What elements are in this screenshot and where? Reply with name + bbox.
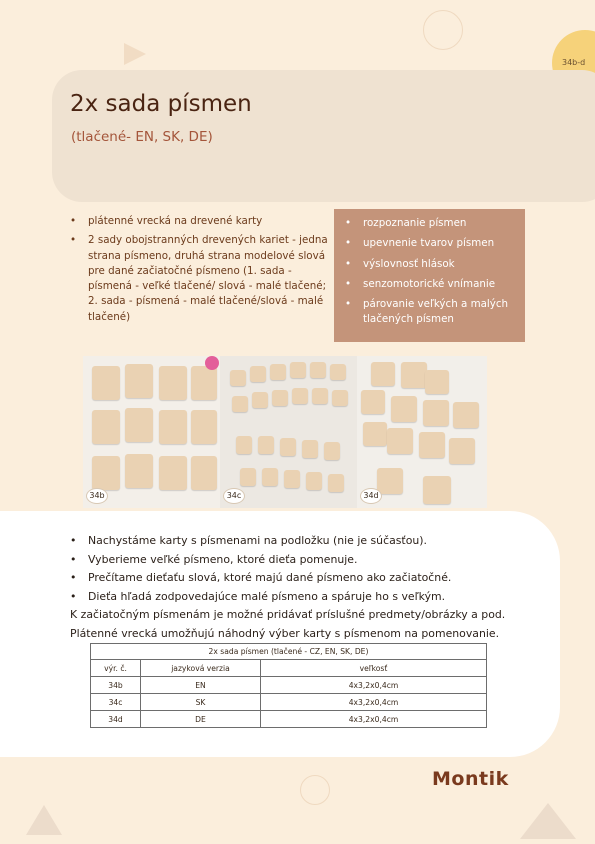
note-text: Plátenné vrecká umožňujú náhodný výber karty s písmenom na pomenovanie. — [70, 626, 500, 640]
skill-item: • výslovnosť hlások — [345, 257, 515, 272]
table-cell: 34d — [91, 711, 141, 728]
table-row — [91, 677, 487, 694]
table-cell: 4x3,2x0,4cm — [261, 694, 487, 711]
skill-item: • senzomotorické vnímanie — [345, 277, 515, 292]
table-header: veľkosť — [261, 660, 487, 677]
instruction-item: • Nachystáme karty s písmenami na podložku (nie je súčasťou). — [70, 532, 550, 551]
skill-item: • párovanie veľkých a malých tlačených písmen — [345, 297, 515, 328]
instruction-item: • Dieťa hľadá zodpovedajúce malé písmeno a spáruje ho s veľkým. — [70, 588, 550, 607]
feature-item: • 2 sady obojstranných drevených kariet - jedna strana písmeno, druhá strana modelové slová pre dané začiatočné písmeno (1. sada - písmená - veľké tlačené/ slová - malé tlačené; 2. sada - písmená - malé tlačené/slová - malé tlačené) — [70, 233, 330, 325]
instructions-section — [70, 532, 550, 643]
photo-label: 34c — [223, 488, 245, 504]
product-table — [90, 643, 487, 728]
table-cell: EN — [141, 677, 261, 694]
instruction-item: • Vyberieme veľké písmeno, ktoré dieťa pomenuje. — [70, 551, 550, 570]
decorative-triangle — [520, 803, 576, 839]
decorative-triangle — [26, 805, 62, 835]
page-title: 2x sada písmen — [70, 91, 252, 117]
table-cell: SK — [141, 694, 261, 711]
photo-label: 34b — [86, 488, 108, 504]
product-photo-34d — [357, 356, 487, 508]
feature-item: • plátenné vrecká na drevené karty — [70, 214, 330, 229]
page-subtitle: (tlačené- EN, SK, DE) — [71, 129, 213, 145]
product-code: 34b-d — [562, 58, 586, 67]
product-photo-34b — [83, 356, 220, 508]
note-text: K začiatočným písmenám je možné pridávať príslušné predmety/obrázky a pod. — [70, 608, 506, 621]
table-caption: 2x sada písmen (tlačené - CZ, EN, SK, DE) — [91, 644, 487, 660]
table-row — [91, 711, 487, 728]
feature-list — [70, 214, 330, 329]
table-cell: 4x3,2x0,4cm — [261, 711, 487, 728]
table-row — [91, 694, 487, 711]
instruction-item: • Prečítame dieťaťu slová, ktoré majú dané písmeno ako začiatočné. — [70, 569, 550, 588]
skills-box — [334, 209, 525, 342]
photo-label: 34d — [360, 488, 382, 504]
table-cell: 34c — [91, 694, 141, 711]
table-cell: DE — [141, 711, 261, 728]
decorative-circle — [300, 775, 330, 805]
table-header: výr. č. — [91, 660, 141, 677]
decorative-circle — [423, 10, 463, 50]
montik-logo: Montik — [432, 768, 509, 790]
table-header: jazyková verzia — [141, 660, 261, 677]
table-cell: 34b — [91, 677, 141, 694]
skill-item: • rozpoznanie písmen — [345, 216, 515, 231]
skill-item: • upevnenie tvarov písmen — [345, 236, 515, 251]
decorative-triangle — [124, 43, 146, 65]
table-cell: 4x3,2x0,4cm — [261, 677, 487, 694]
product-photo-34c — [220, 356, 357, 508]
